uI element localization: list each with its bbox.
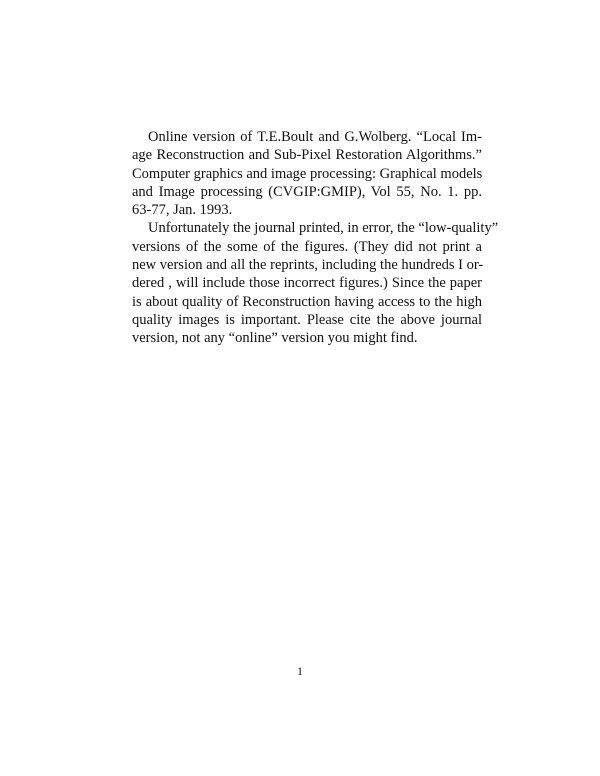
text-line: 63-77, Jan. 1993. [132,202,233,219]
paragraph-erratum [132,219,499,347]
body-text [132,128,499,348]
page-number: 1 [297,664,303,678]
paragraph-citation [132,128,482,219]
text-line: Unfortunately the journal printed, in error, the “low-quality” [148,220,499,237]
text-line: quality images is important. Please cite the above journal [132,311,482,328]
text-line: is about quality of Reconstruction having access to the high [132,293,482,310]
text-line: and Image processing (CVGIP:GMIP), Vol 55, No. 1. pp. [132,183,482,200]
text-line: dered , will include those incorrect figures.) Since the paper [132,275,482,292]
text-line: Computer graphics and image processing: Graphical models [132,165,483,182]
text-line: versions of the some of the figures. (They did not print a [132,238,482,255]
text-line: Online version of T.E.Boult and G.Wolberg. “Local Im- [148,129,482,145]
text-line: new version and all the reprints, including the hundreds I or- [132,257,484,274]
text-line: version, not any “online” version you might find. [132,330,418,347]
text-line: age Reconstruction and Sub-Pixel Restoration Algorithms.” [132,147,482,164]
